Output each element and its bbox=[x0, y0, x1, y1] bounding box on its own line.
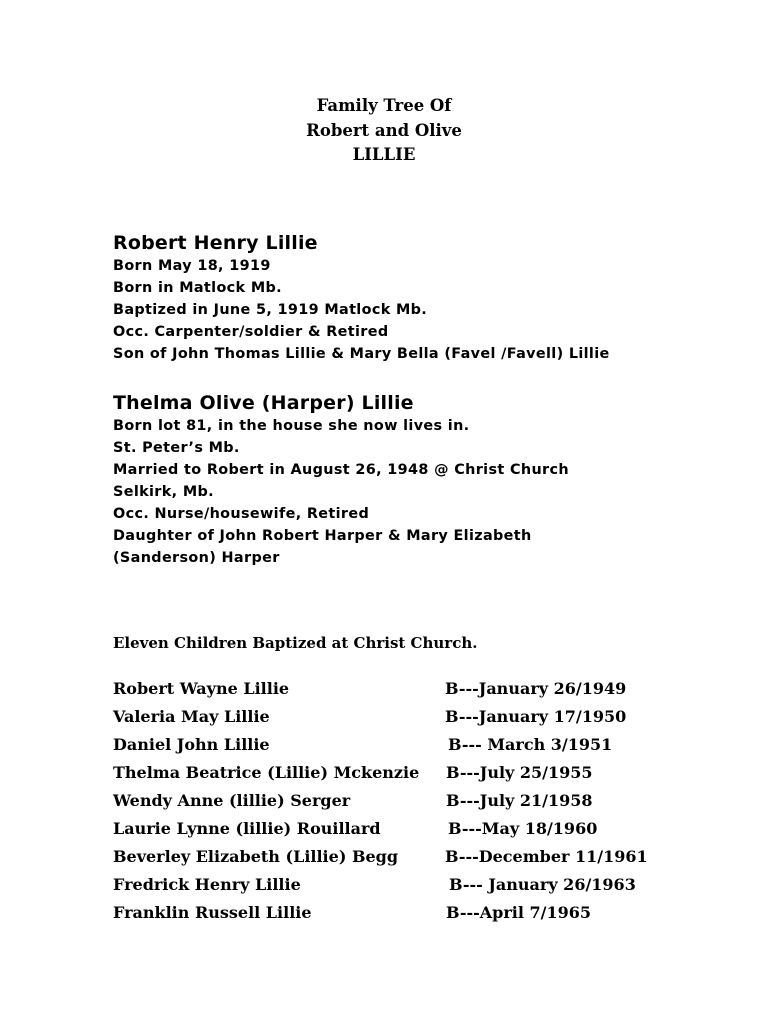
child-row bbox=[0, 703, 768, 731]
person-detail-birthplace: Born in Matlock Mb. bbox=[113, 280, 282, 296]
person-detail-married-place: Selkirk, Mb. bbox=[113, 484, 214, 500]
child-birth-date: B--- March 3/1951 bbox=[448, 735, 613, 754]
person-detail-baptized: Baptized in June 5, 1919 Matlock Mb. bbox=[113, 302, 428, 318]
person-detail-occupation: Occ. Nurse/housewife, Retired bbox=[113, 506, 370, 522]
child-row bbox=[0, 675, 768, 703]
title-line-1: Family Tree Of bbox=[316, 96, 452, 115]
child-name: Wendy Anne (lillie) Serger bbox=[113, 791, 351, 810]
child-row bbox=[0, 759, 768, 787]
child-name: Robert Wayne Lillie bbox=[113, 679, 290, 698]
person-detail-occupation: Occ. Carpenter/soldier & Retired bbox=[113, 324, 389, 340]
person-detail-born: Born lot 81, in the house she now lives in. bbox=[113, 418, 470, 434]
child-row bbox=[0, 871, 768, 899]
person-detail-born: Born May 18, 1919 bbox=[113, 258, 271, 274]
title-line-2: Robert and Olive bbox=[306, 120, 462, 140]
title-line-3: LILLIE bbox=[352, 145, 416, 164]
child-birth-date: B---May 18/1960 bbox=[448, 819, 598, 838]
person-robert bbox=[113, 231, 610, 365]
child-name: Valeria May Lillie bbox=[113, 707, 270, 726]
person-detail-parents: Daughter of John Robert Harper & Mary Elizabeth bbox=[113, 528, 532, 544]
child-name: Thelma Beatrice (Lillie) Mckenzie bbox=[113, 763, 420, 782]
person-detail-parents: Son of John Thomas Lillie & Mary Bella (Favel /Favell) Lillie bbox=[113, 346, 610, 362]
child-row bbox=[0, 787, 768, 815]
child-name: Daniel John Lillie bbox=[113, 735, 270, 754]
child-birth-date: B---January 17/1950 bbox=[445, 707, 627, 726]
child-birth-date: B--- January 26/1963 bbox=[449, 875, 636, 894]
child-row bbox=[0, 843, 768, 871]
child-name: Beverley Elizabeth (Lillie) Begg bbox=[113, 847, 399, 866]
person-detail-parents-cont: (Sanderson) Harper bbox=[113, 550, 280, 566]
child-row bbox=[0, 731, 768, 759]
child-birth-date: B---April 7/1965 bbox=[446, 903, 592, 922]
person-thelma bbox=[113, 391, 569, 569]
person-detail-married: Married to Robert in August 26, 1948 @ Christ Church bbox=[113, 462, 569, 478]
child-birth-date: B---December 11/1961 bbox=[445, 847, 648, 866]
person-name: Thelma Olive (Harper) Lillie bbox=[113, 392, 414, 414]
child-birth-date: B---January 26/1949 bbox=[445, 679, 627, 698]
child-name: Laurie Lynne (lillie) Rouillard bbox=[113, 819, 381, 838]
person-name: Robert Henry Lillie bbox=[113, 232, 318, 254]
child-name: Franklin Russell Lillie bbox=[113, 903, 312, 922]
child-name: Fredrick Henry Lillie bbox=[113, 875, 301, 894]
child-row bbox=[0, 815, 768, 843]
child-birth-date: B---July 21/1958 bbox=[446, 791, 593, 810]
child-birth-date: B---July 25/1955 bbox=[446, 763, 593, 782]
child-row bbox=[0, 899, 768, 927]
page-title bbox=[0, 94, 768, 168]
children-intro: Eleven Children Baptized at Christ Church. bbox=[113, 634, 478, 652]
person-detail-birthplace: St. Peter’s Mb. bbox=[113, 440, 240, 456]
